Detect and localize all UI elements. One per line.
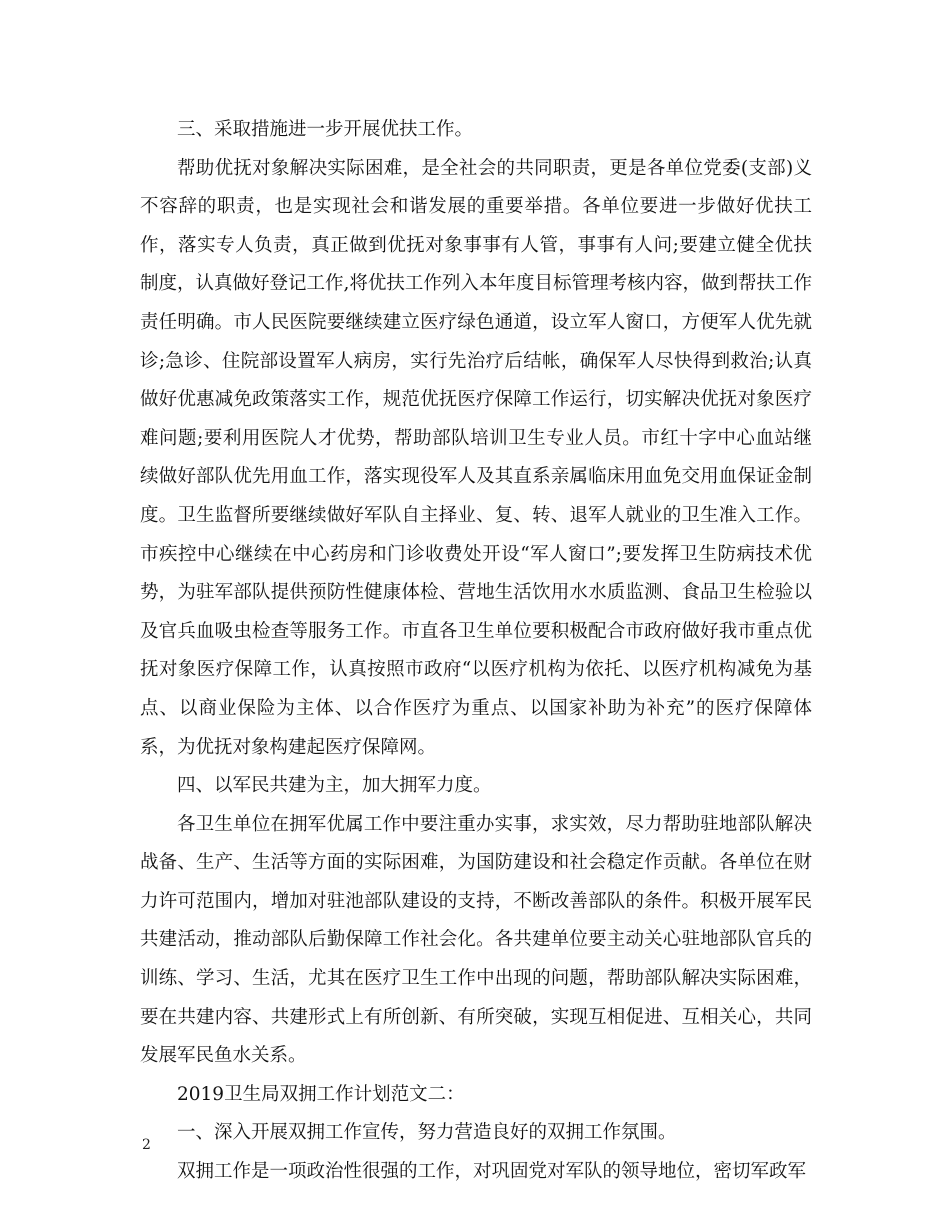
section-heading-1: 一、深入开展双拥工作宣传，努力营造良好的双拥工作氛围。	[177, 1122, 677, 1144]
body-paragraph: 双拥工作是一项政治性很强的工作，对巩固党对军队的领导地位，密切军政军	[177, 1161, 807, 1183]
section-heading-4: 四、以军民共建为主，加大拥军力度。	[177, 775, 492, 797]
section-heading-3: 三、采取措施进一步开展优扶工作。	[177, 119, 474, 140]
document-body	[140, 111, 812, 1192]
page-number: 2	[142, 1137, 151, 1153]
body-paragraph: 帮助优抚对象解决实际困难，是全社会的共同职责，更是各单位党委(支部)义不容辞的职责，也是实现社会和谐发展的重要举措。各单位要进一步做好优扶工作，落实专人负责，真正做到优抚对象事事有人管，事事有人问;要建立健全优扶制度，认真做好登记工作,将优扶工作列入本年度目标管理考核内容，做到帮扶工作责任明确。市人民医院要继续建立医疗绿色通道，设立军人窗口，方便军人优先就诊;急诊、住院部设置军人病房，实行先治疗后结帐，确保军人尽快得到救治;认真做好优惠减免政策落实工作，规范优抚医疗保障工作运行，切实解决优抚对象医疗难问题;要利用医院人才优势，帮助部队培训卫生专业人员。市红十字中心血站继续做好部队优先用血工作，落实现役军人及其直系亲属临床用血免交用血保证金制度。卫生监督所要继续做好军队自主择业、复、转、退军人就业的卫生准入工作。市疾控中心继续在中心药房和门诊收费处开设“军人窗口”;要发挥卫生防病技术优势，为驻军部队提供预防性健康体检、营地生活饮用水水质监测、食品卫生检验以及官兵血吸虫检查等服务工作。市直各卫生单位要积极配合市政府做好我市重点优抚对象医疗保障工作，认真按照市政府“以医疗机构为依托、以医疗机构减免为基点、以商业保险为主体、以合作医疗为重点、以国家补助为补充”的医疗保障体系，为优抚对象构建起医疗保障网。	[140, 157, 812, 758]
article-title: 2019卫生局双拥工作计划范文二：	[177, 1083, 465, 1105]
body-paragraph: 各卫生单位在拥军优属工作中要注重办实事，求实效，尽力帮助驻地部队解决战备、生产、生活等方面的实际困难，为国防建设和社会稳定作贡献。各单位在财力许可范围内，增加对驻池部队建设的支持，不断改善部队的条件。积极开展军民共建活动，推动部队后勤保障工作社会化。各共建单位要主动关心驻地部队官兵的训练、学习、生活，尤其在医疗卫生工作中出现的问题，帮助部队解决实际困难，要在共建内容、共建形式上有所创新、有所突破，实现互相促进、互相关心，共同发展军民鱼水关系。	[140, 813, 812, 1067]
